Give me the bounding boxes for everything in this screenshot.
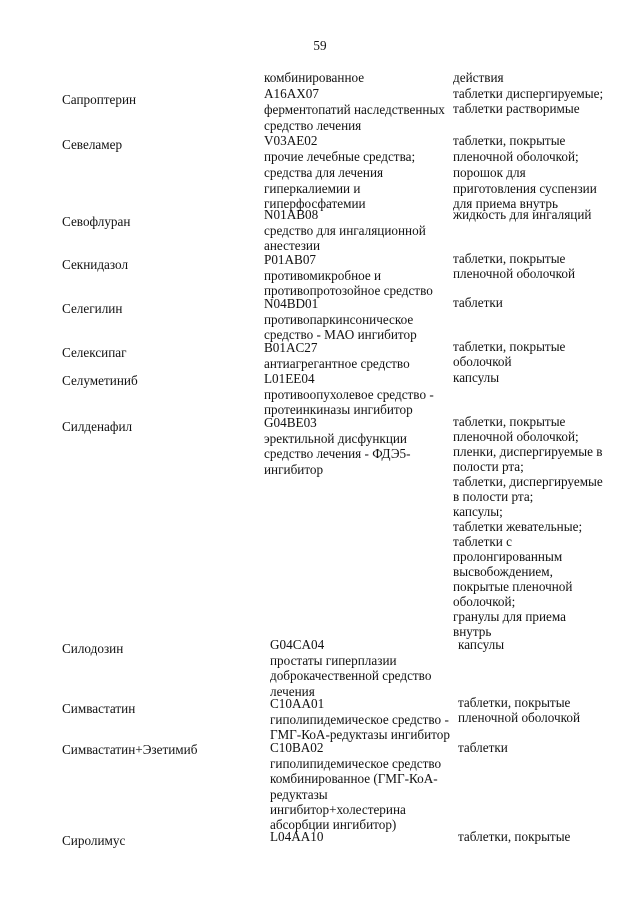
dosage-form-line: таблетки, покрытые (453, 133, 566, 148)
dosage-form-line: жидкость для ингаляций (453, 207, 592, 222)
atc-code: C10BA02 (270, 740, 324, 755)
drug-name: Силденафил (62, 419, 133, 434)
dosage-form-line: таблетки, покрытые (453, 414, 566, 429)
atc-code: V03AE02 (264, 133, 318, 148)
drug-name: Селексипаг (62, 345, 127, 360)
dosage-form-line: порошок для (453, 165, 526, 180)
dosage-form-line: таблетки диспергируемые; (453, 86, 604, 101)
pharm-group-line: ГМГ-КоА-редуктазы ингибитор (270, 727, 450, 742)
drug-name: Сапроптерин (62, 92, 137, 107)
atc-code: G04BE03 (264, 415, 317, 430)
dosage-form-line: высвобождением, (453, 564, 553, 579)
dosage-form-line: капсулы (458, 637, 505, 652)
pharm-group-line: противопаркинсоническое (264, 312, 414, 327)
dosage-form-line: таблетки с (453, 534, 512, 549)
dosage-form-line: таблетки (458, 740, 508, 755)
pharm-group-line: ингибитор+холестерина (270, 802, 406, 817)
atc-code: N04BD01 (264, 296, 319, 311)
dosage-form-line: пролонгированным (453, 549, 563, 564)
dosage-form-line: пленки, диспергируемые в (453, 444, 603, 459)
dosage-form-line: таблетки, покрытые (453, 339, 566, 354)
continuation-right: действия (453, 70, 504, 85)
dosage-form-line: покрытые пленочной (453, 579, 573, 594)
atc-code: N01AB08 (264, 207, 319, 222)
pharm-group-line: средство - МАО ингибитор (264, 327, 417, 342)
dosage-form-line: таблетки жевательные; (453, 519, 583, 534)
dosage-form-line: для приема внутрь (453, 196, 559, 211)
dosage-form-line: таблетки, диспергируемые (453, 474, 603, 489)
page-number: 59 (313, 38, 327, 53)
pharm-group-line: прочие лечебные средства; (264, 149, 416, 164)
dosage-form-line: капсулы; (453, 504, 503, 519)
pharm-group-line: лечения (270, 684, 315, 699)
drug-name: Симвастатин+Эзетимиб (62, 742, 198, 757)
pharm-group-line: анестезии (264, 238, 321, 253)
dosage-form-line: гранулы для приема (453, 609, 566, 624)
dosage-form-line: капсулы (453, 370, 500, 385)
atc-code: B01AC27 (264, 340, 318, 355)
atc-code: C10AA01 (270, 696, 325, 711)
drug-name: Секнидазол (62, 257, 129, 272)
dosage-form-line: таблетки растворимые (453, 101, 580, 116)
pharm-group-line: средство лечения (264, 118, 362, 133)
dosage-form-line: пленочной оболочкой; (453, 149, 579, 164)
pharm-group-line: ингибитор (264, 462, 324, 477)
pharm-group-line: абсорбции ингибитор) (270, 817, 397, 832)
dosage-form-line: пленочной оболочкой; (453, 429, 579, 444)
pharm-group-line: средства для лечения (264, 165, 384, 180)
dosage-form-line: таблетки, покрытые (453, 251, 566, 266)
pharm-group-line: гиполипидемическое средство (270, 756, 442, 771)
drug-name: Селегилин (62, 301, 123, 316)
dosage-form-line: оболочкой; (453, 594, 516, 609)
pharm-group-line: гиперкалиемии и (264, 181, 361, 196)
drug-name: Симвастатин (62, 701, 136, 716)
dosage-form-line: внутрь (453, 624, 492, 639)
dosage-form-line: оболочкой (453, 354, 512, 369)
pharm-group-line: средство лечения - ФДЭ5- (264, 446, 411, 461)
pharm-group-line: ферментопатий наследственных (264, 102, 445, 117)
atc-code: A16AX07 (264, 86, 319, 101)
pharm-group-line: простаты гиперплазии (270, 653, 397, 668)
pharm-group-line: комбинированное (ГМГ-КоА- (270, 771, 438, 786)
atc-code: L04AA10 (270, 829, 324, 844)
pharm-group-line: эректильной дисфункции (264, 431, 407, 446)
dosage-form-line: таблетки (453, 295, 503, 310)
dosage-form-line: приготовления суспензии (453, 181, 597, 196)
pharm-group-line: противоопухолевое средство - (264, 387, 434, 402)
atc-code: G04CA04 (270, 637, 325, 652)
drug-name: Севеламер (62, 137, 123, 152)
drug-name: Севофлуран (62, 214, 131, 229)
pharm-group-line: редуктазы (270, 787, 328, 802)
atc-code: P01AB07 (264, 252, 317, 267)
drug-name: Селуметиниб (62, 373, 138, 388)
drug-name: Сиролимус (62, 833, 126, 848)
pharm-group-line: гиполипидемическое средство - (270, 712, 449, 727)
dosage-form-line: таблетки, покрытые (458, 695, 571, 710)
continuation-middle: комбинированное (264, 70, 365, 85)
atc-code: L01EE04 (264, 371, 315, 386)
pharm-group-line: протеинкиназы ингибитор (264, 402, 413, 417)
pharm-group-line: противомикробное и (264, 268, 382, 283)
dosage-form-line: в полости рта; (453, 489, 534, 504)
dosage-form-line: полости рта; (453, 459, 524, 474)
pharm-group-line: средство для ингаляционной (264, 223, 426, 238)
pharm-group-line: гиперфосфатемии (264, 196, 366, 211)
pharm-group-line: антиагрегантное средство (264, 356, 410, 371)
dosage-form-line: пленочной оболочкой (453, 266, 576, 281)
pharm-group-line: доброкачественной средство (270, 668, 432, 683)
drug-name: Силодозин (62, 641, 124, 656)
pharm-group-line: противопротозойное средство (264, 283, 433, 298)
dosage-form-line: пленочной оболочкой (458, 710, 581, 725)
dosage-form-line: таблетки, покрытые (458, 829, 571, 844)
